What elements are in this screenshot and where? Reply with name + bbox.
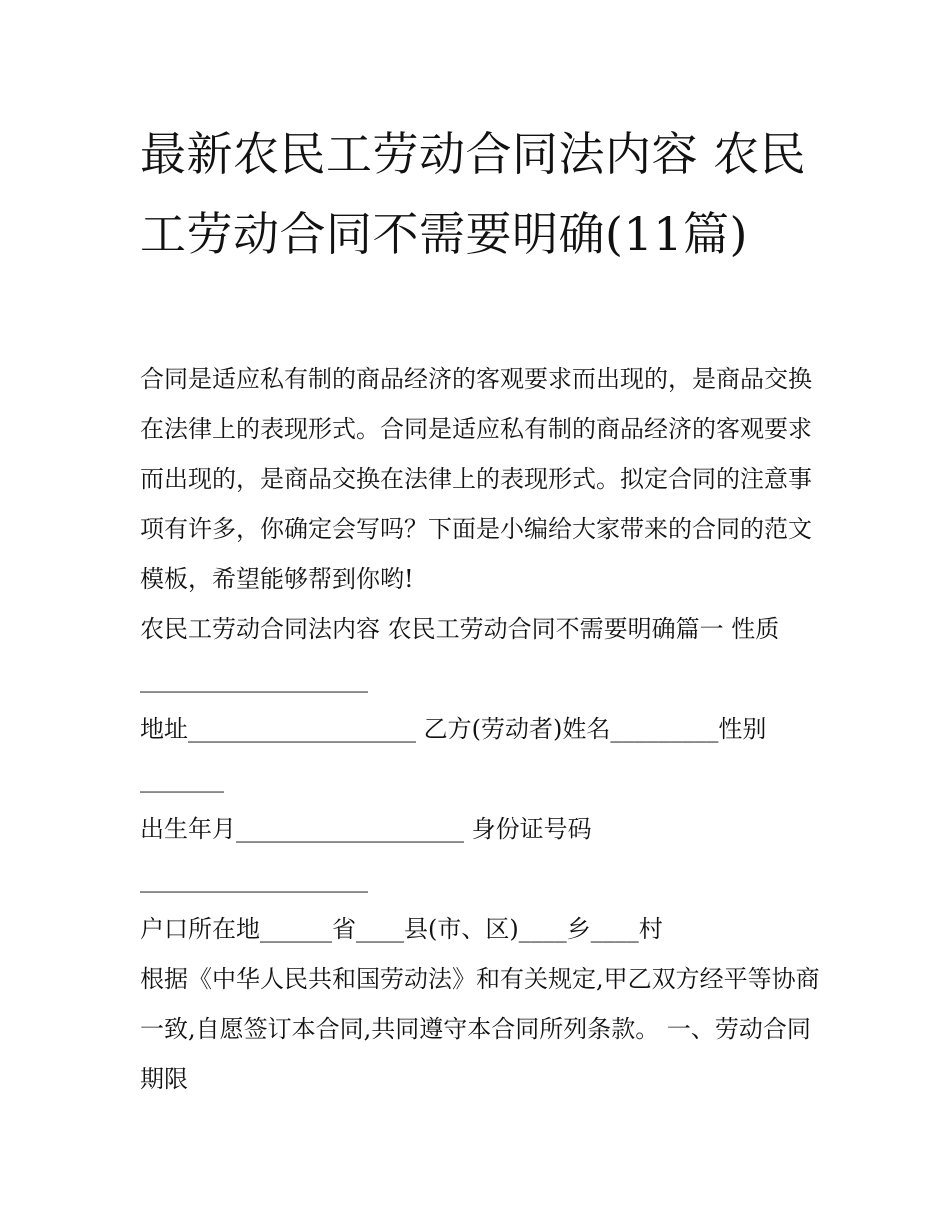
closing-paragraph: 根据《中华人民共和国劳动法》和有关规定,甲乙双方经平等协商一致,自愿签订本合同,共同遵守本合同所列条款。 一、劳动合同期限: [140, 965, 820, 1093]
page-title: 最新农民工劳动合同法内容 农民工劳动合同不需要明确(11篇): [140, 127, 807, 261]
form-line-household: 户口所在地______省____县(市、区)____乡____村: [140, 915, 663, 943]
form-line-address: 地址___________________ 乙方(劳动者)姓名_________性别: [140, 715, 767, 743]
document-body: [140, 354, 820, 1104]
section-heading: 农民工劳动合同法内容 农民工劳动合同不需要明确篇一 性质: [140, 615, 780, 643]
intro-paragraph: 合同是适应私有制的商品经济的客观要求而出现的，是商品交换在法律上的表现形式。合同是适应私有制的商品经济的客观要求而出现的，是商品交换在法律上的表现形式。拟定合同的注意事项有许多，你确定会写吗？下面是小编给大家带来的合同的范文模板，希望能够帮到你哟!: [140, 365, 812, 593]
form-line-blank-3: ___________________: [140, 865, 368, 893]
form-line-blank-2: _______: [140, 765, 224, 793]
form-line-birth-id: 出生年月___________________ 身份证号码: [140, 815, 592, 843]
form-line-blank-1: ___________________: [140, 665, 368, 693]
